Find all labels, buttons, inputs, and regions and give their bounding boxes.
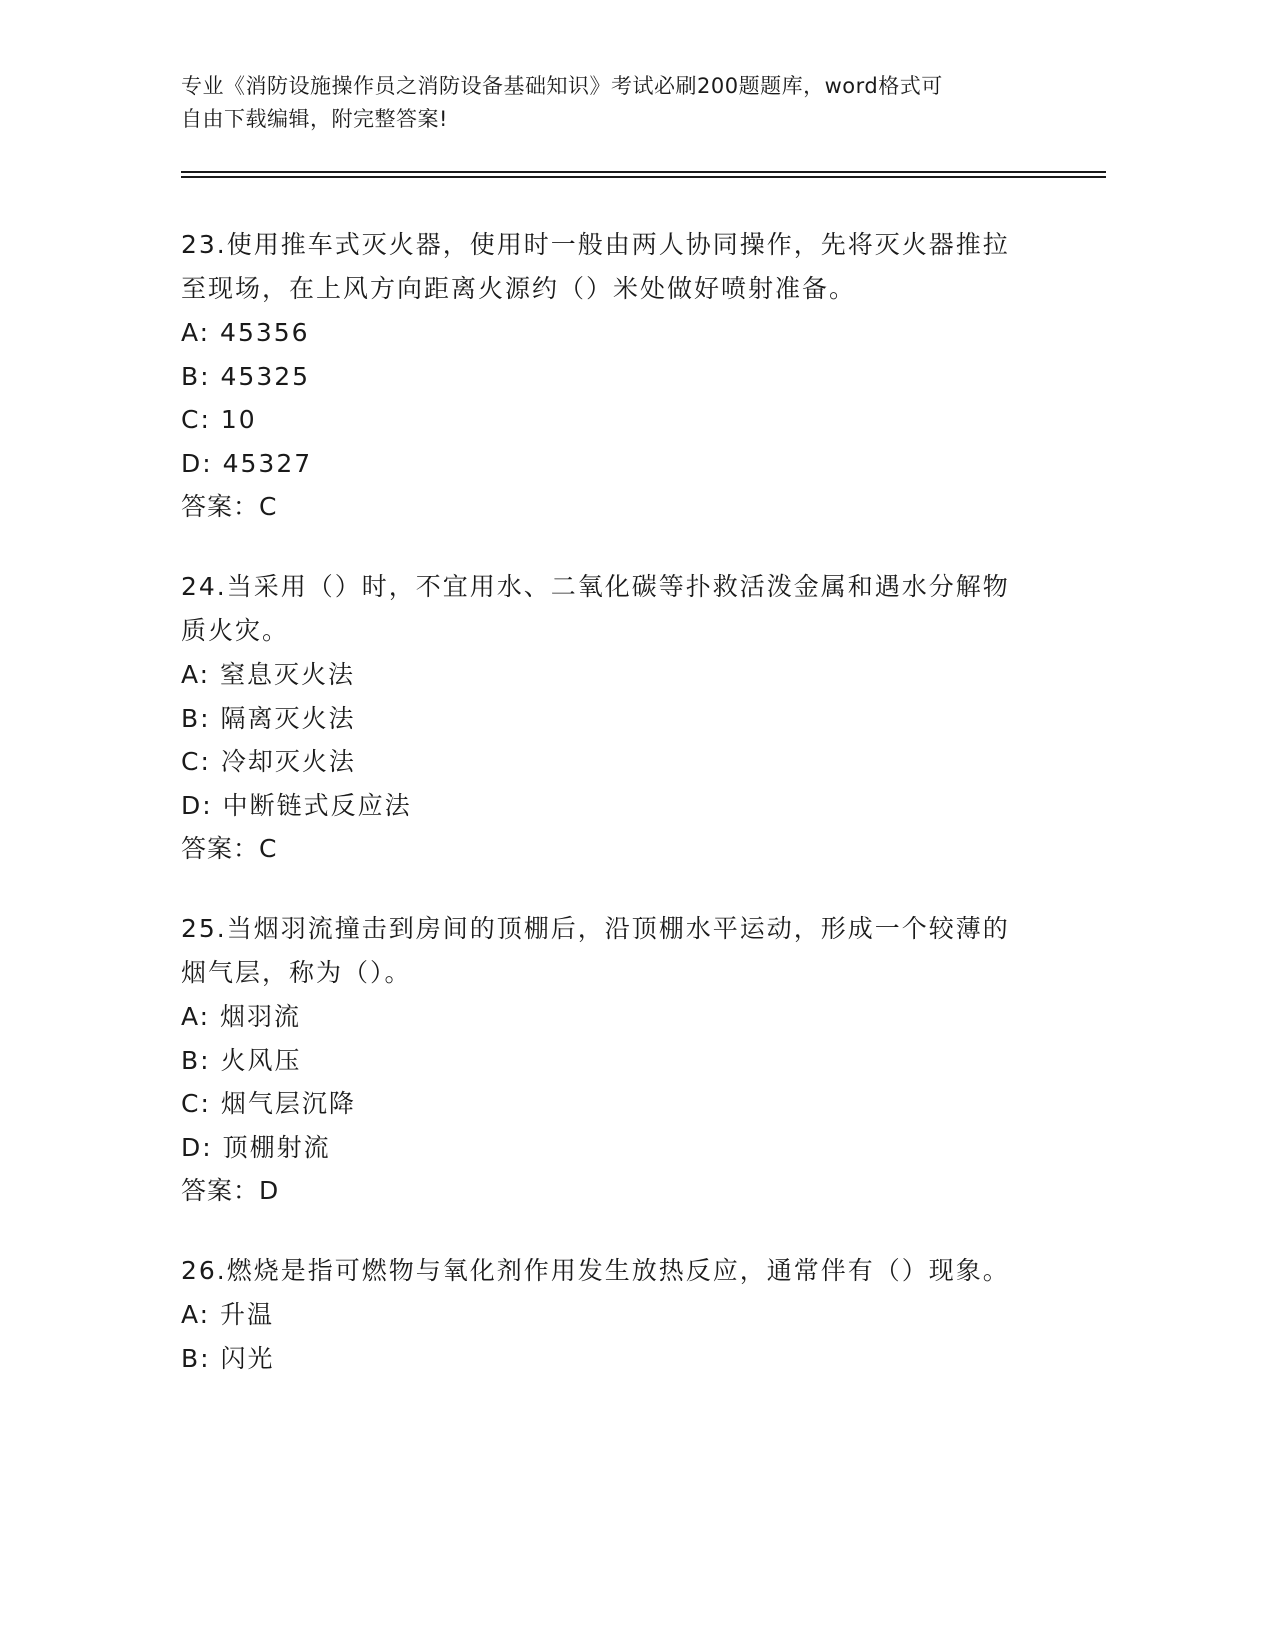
document-header [181, 70, 1041, 136]
stem-line: 26.燃烧是指可燃物与氧化剂作用发生放热反应，通常伴有（）现象。 [181, 1256, 1010, 1285]
answer: 答案：D [181, 1176, 280, 1205]
question-stem [181, 565, 1061, 653]
option-d: D: 中断链式反应法 [181, 790, 412, 820]
header-rule-bottom [181, 176, 1106, 178]
question-stem [181, 907, 1061, 995]
option-b: B: 45325 [181, 361, 311, 391]
question-list [181, 223, 1061, 1416]
option-d: D: 45327 [181, 448, 313, 478]
option-a: A: 烟羽流 [181, 1002, 302, 1031]
option-b: B: 闪光 [181, 1343, 275, 1373]
question-26 [181, 1249, 1061, 1380]
stem-line: 24.当采用（）时，不宜用水、二氧化碳等扑救活泼金属和遇水分解物 [181, 572, 1010, 601]
answer: 答案：C [181, 834, 278, 863]
answer: 答案：C [181, 492, 278, 521]
option-a: A: 45356 [181, 318, 310, 347]
option-a: A: 窒息灭火法 [181, 660, 356, 689]
stem-line: 25.当烟羽流撞击到房间的顶棚后，沿顶棚水平运动，形成一个较薄的 [181, 914, 1010, 943]
option-c: C: 烟气层沉降 [181, 1089, 356, 1118]
option-c: C: 10 [181, 405, 257, 434]
header-rule-top [181, 171, 1106, 173]
stem-line: 质火灾。 [181, 616, 290, 645]
stem-line: 23.使用推车式灭火器，使用时一般由两人协同操作，先将灭火器推拉 [181, 230, 1010, 259]
header-line-2: 自由下载编辑，附完整答案! [181, 107, 448, 131]
option-a: A: 升温 [181, 1300, 275, 1329]
question-24 [181, 565, 1061, 871]
option-d: D: 顶棚射流 [181, 1132, 331, 1162]
stem-line: 烟气层，称为（）。 [181, 958, 412, 987]
stem-line: 至现场，在上风方向距离火源约（）米处做好喷射准备。 [181, 274, 857, 303]
question-25 [181, 907, 1061, 1213]
question-stem [181, 223, 1061, 311]
option-c: C: 冷却灭火法 [181, 747, 356, 776]
option-b: B: 火风压 [181, 1045, 302, 1075]
question-23 [181, 223, 1061, 529]
option-b: B: 隔离灭火法 [181, 703, 356, 733]
question-stem [181, 1249, 1061, 1293]
header-line-1: 专业《消防设施操作员之消防设备基础知识》考试必刷200题题库，word格式可 [181, 74, 943, 98]
